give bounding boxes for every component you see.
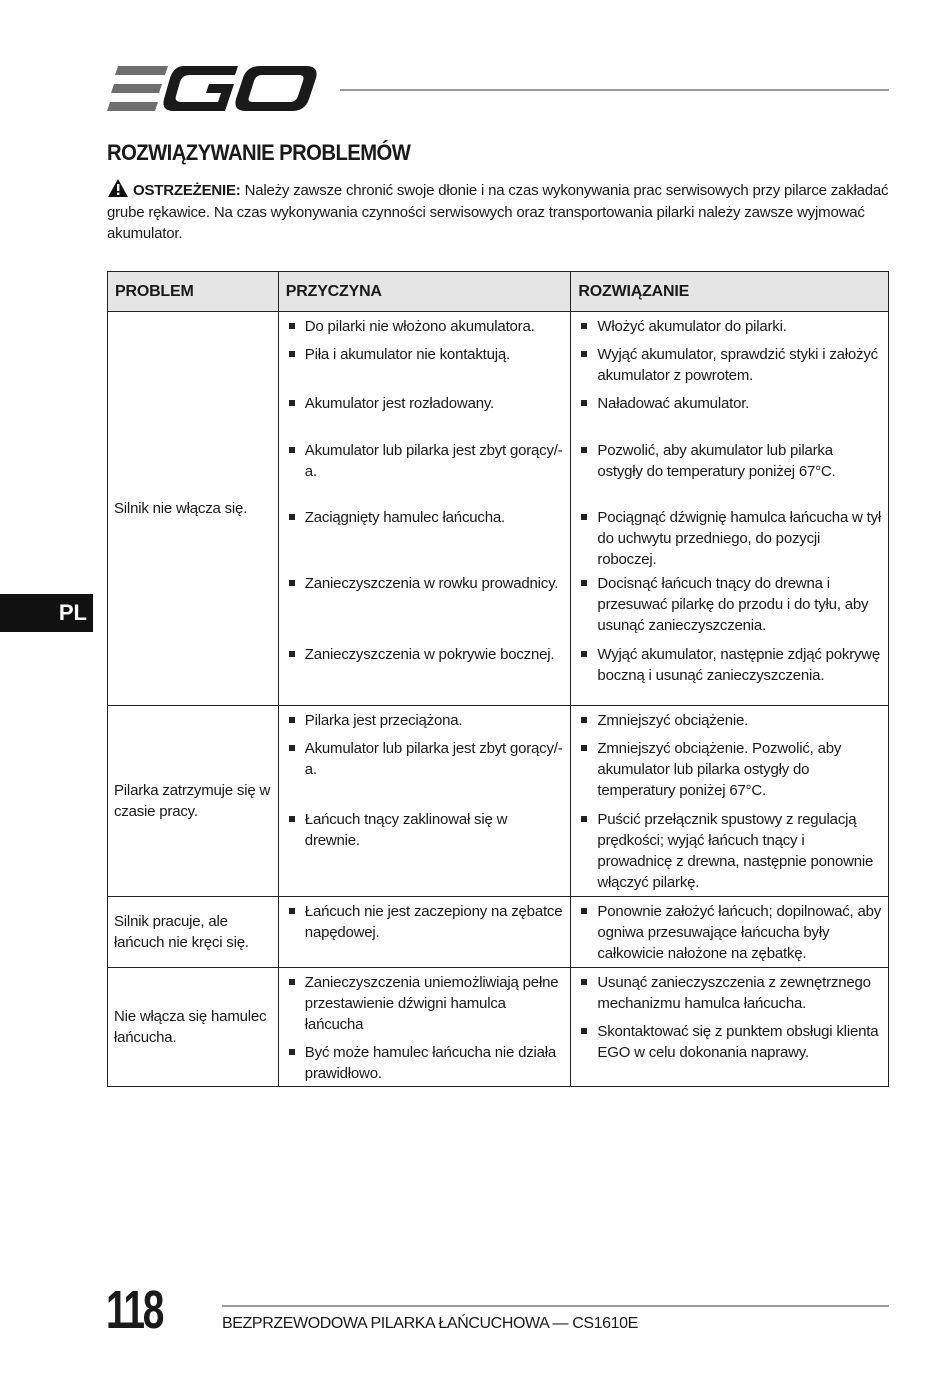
solution-cell: [571, 706, 889, 897]
cause-item: Zanieczyszczenia uniemożliwiają pełne przestawienie dźwigni hamulca łańcucha: [287, 972, 565, 1042]
cause-cell: [278, 897, 571, 968]
table-row: [108, 312, 889, 706]
table-row: [108, 968, 889, 1087]
solution-item: Pociągnąć dźwignię hamulca łańcucha w tył do uchwytu przedniego, do pozycji roboczej.: [579, 507, 882, 573]
page-number: 118: [106, 1280, 163, 1340]
problem-cell: Pilarka zatrzymuje się w czasie pracy.: [108, 706, 279, 897]
solution-item: Zmniejszyć obciążenie. Pozwolić, aby akumulator lub pilarka ostygły do temperatury poniżej 67°C.: [579, 738, 882, 809]
cause-item: Łańcuch nie jest zaczepiony na zębatce napędowej.: [287, 901, 565, 943]
solution-cell: [571, 897, 889, 968]
problem-cell: Silnik pracuje, ale łańcuch nie kręci się.: [108, 897, 279, 968]
cause-cell: [278, 312, 571, 706]
warning-text: Należy zawsze chronić swoje dłonie i na czas wykonywania prac serwisowych przy pilarce zakładać grube rękawice. Na czas wykonywania czynności serwisowych oraz transportowania pilarki należy zawsze wyjmować akumulator.: [107, 182, 889, 242]
ego-logo: [106, 66, 318, 112]
solution-item: Usunąć zanieczyszczenia z zewnętrznego mechanizmu hamulca łańcucha.: [579, 972, 882, 1021]
solution-item: Skontaktować się z punktem obsługi klienta EGO w celu dokonania naprawy.: [579, 1021, 882, 1063]
cause-item: Zaciągnięty hamulec łańcucha.: [287, 507, 565, 573]
language-tab: PL: [0, 594, 93, 632]
cause-cell: [278, 706, 571, 897]
cause-item: Do pilarki nie włożono akumulatora.: [287, 316, 565, 344]
header-cause: PRZYCZYNA: [278, 272, 571, 312]
cause-item: Akumulator lub pilarka jest zbyt gorący/-a.: [287, 440, 565, 507]
header-rule: [340, 89, 889, 91]
solution-cell: [571, 312, 889, 706]
troubleshooting-table: [107, 271, 889, 1087]
cause-cell: [278, 968, 571, 1087]
cause-item: Akumulator jest rozładowany.: [287, 393, 565, 440]
problem-cell: Silnik nie włącza się.: [108, 312, 279, 706]
solution-item: Wyjąć akumulator, sprawdzić styki i założyć akumulator z powrotem.: [579, 344, 882, 393]
solution-item: Zmniejszyć obciążenie.: [579, 710, 882, 738]
footer-title: BEZPRZEWODOWA PILARKA ŁAŃCUCHOWA — CS1610E: [222, 1315, 638, 1332]
cause-item: Zanieczyszczenia w pokrywie bocznej.: [287, 644, 565, 686]
cause-item: Zanieczyszczenia w rowku prowadnicy.: [287, 573, 565, 644]
warning-block: [107, 178, 902, 245]
header-solution: ROZWIĄZANIE: [571, 272, 889, 312]
problem-cell: Nie włącza się hamulec łańcucha.: [108, 968, 279, 1087]
solution-cell: [571, 968, 889, 1087]
warning-label: OSTRZEŻENIE:: [133, 182, 241, 199]
header-problem: PROBLEM: [108, 272, 279, 312]
table-header-row: [108, 272, 889, 312]
section-title: ROZWIĄZYWANIE PROBLEMÓW: [107, 140, 411, 165]
solution-item: Docisnąć łańcuch tnący do drewna i przesuwać pilarkę do przodu i do tyłu, aby usunąć zanieczyszczenia.: [579, 573, 882, 644]
solution-item: Pozwolić, aby akumulator lub pilarka ostygły do temperatury poniżej 67°C.: [579, 440, 882, 507]
cause-item: Pilarka jest przeciążona.: [287, 710, 565, 738]
solution-item: Naładować akumulator.: [579, 393, 882, 440]
cause-item: Akumulator lub pilarka jest zbyt gorący/-a.: [287, 738, 565, 809]
warning-triangle-icon: [107, 178, 129, 198]
table-row: [108, 897, 889, 968]
cause-item: Być może hamulec łańcucha nie działa prawidłowo.: [287, 1042, 565, 1084]
solution-item: Włożyć akumulator do pilarki.: [579, 316, 882, 344]
cause-item: Piła i akumulator nie kontaktują.: [287, 344, 565, 393]
solution-item: Wyjąć akumulator, następnie zdjąć pokrywę boczną i usunąć zanieczyszczenia.: [579, 644, 882, 686]
table-row: [108, 706, 889, 897]
cause-item: Łańcuch tnący zaklinował się w drewnie.: [287, 809, 565, 851]
solution-item: Puścić przełącznik spustowy z regulacją prędkości; wyjąć łańcuch tnący i prowadnicę z drewna, następnie ponownie włączyć pilarkę.: [579, 809, 882, 893]
solution-item: Ponownie założyć łańcuch; dopilnować, aby ogniwa przesuwające łańcucha były całkowicie nałożone na zębatkę.: [579, 901, 882, 964]
footer-rule: [222, 1305, 889, 1307]
